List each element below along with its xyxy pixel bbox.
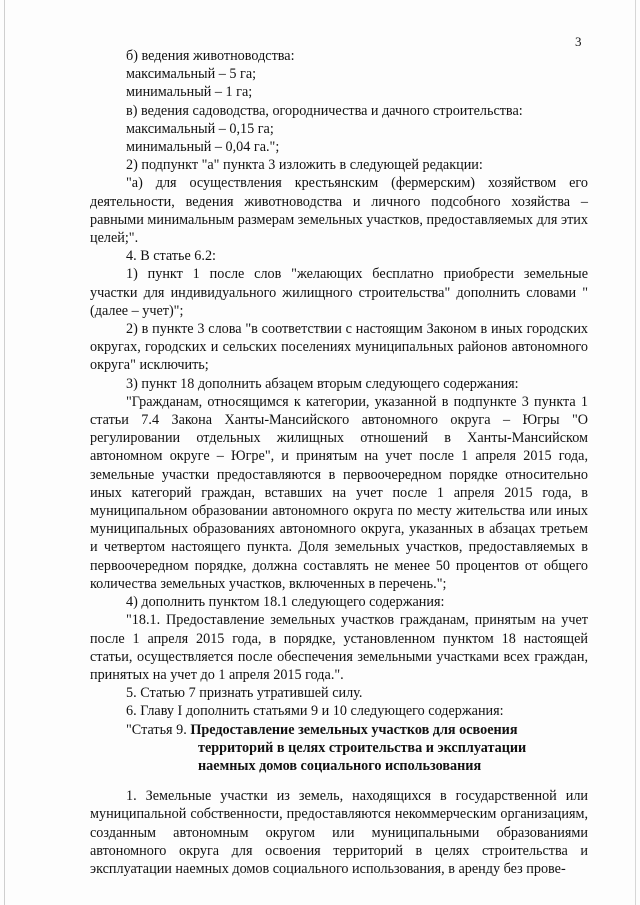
paragraph: б) ведения животноводства: [126, 48, 295, 64]
document-body [90, 47, 588, 878]
paragraph: 5. Статью 7 признать утратившей силу. [126, 685, 363, 702]
paragraph: 4. В статье 6.2: [126, 248, 216, 265]
paragraph: 3) пункт 18 дополнить абзацем вторым следующего содержания: [126, 375, 519, 392]
article-title-line-3: наемных домов социального использования [198, 757, 482, 774]
article-title-line-2: территорий в целях строительства и эксплуатации [198, 739, 527, 756]
paragraph: 1. Земельные участки из земель, находящихся в государственной или муниципальной собственности, предоставляются некоммерческим организациям, созданным автономным округом или муниципальными образованиями автономного округа для освоения территорий в целях строительства и эксплуатации наемных домов социального использования, в аренду без прове- [90, 788, 588, 877]
article-title-line-1: Предоставление земельных участков для освоения [190, 721, 518, 738]
paragraph: максимальный – 0,15 га; [126, 120, 274, 137]
page-number: 3 [575, 34, 582, 49]
paragraph: минимальный – 0,04 га."; [126, 139, 280, 156]
paragraph: 4) дополнить пунктом 18.1 следующего содержания: [126, 594, 445, 611]
page-edge-right [635, 0, 636, 905]
paragraph: "а) для осуществления крестьянским (фермерским) хозяйством его деятельности, ведения животноводства и личного подсобного хозяйства – равными минимальным размерам земельных участков, предоставляемых для этих целей;". [90, 175, 588, 247]
paragraph: "Гражданам, относящимся к категории, указанной в подпункте 3 пункта 1 статьи 7.4 Закона Ханты-Мансийского автономного округа – Югры "О регулировании отдельных жилищных отношений в Ханты-Мансийском автономном округе – Югре", и принятым на учет после 1 апреля 2015 года, земельные участки предоставляются в первоочередном порядке относительно иных категорий граждан, вставших на учет после 1 апреля 2015 года, в муниципальном образовании автономного округа по месту жительства или иных муниципальных образованиях автономного округа, указанных в абзацах третьем и четвертом настоящего пункта. Доля земельных участков, предоставляемых в первоочередном порядке, должна составлять не менее 50 процентов от общего количества земельных участков, включенных в перечень."; [90, 393, 588, 592]
article-heading [90, 721, 588, 776]
paragraph: 2) подпункт "а" пункта 3 изложить в следующей редакции: [126, 157, 483, 174]
paragraph: "18.1. Предоставление земельных участков гражданам, принятым на учет после 1 апреля 2015 года, в порядке, установленном пунктом 18 настоящей статьи, осуществляется после обеспечения земельными участками всех граждан, принятых на учет до 1 апреля 2015 года.". [90, 612, 588, 683]
paragraph: в) ведения садоводства, огородничества и дачного строительства: [126, 102, 523, 119]
paragraph: максимальный – 5 га; [126, 66, 257, 83]
paragraph: 2) в пункте 3 слова "в соответствии с настоящим Законом в иных городских округах, городских и сельских поселениях муниципальных районов автономного округа" исключить; [90, 321, 588, 374]
spacer [90, 775, 588, 787]
paragraph: 1) пункт 1 после слов "желающих бесплатно приобрести земельные участки для индивидуального жилищного строительства" дополнить словами "(далее – учет)"; [90, 266, 588, 319]
article-label: "Статья 9. [126, 721, 187, 738]
paragraph: минимальный – 1 га; [126, 84, 253, 101]
page-edge-left [4, 0, 5, 905]
paragraph: 6. Главу I дополнить статьями 9 и 10 следующего содержания: [126, 703, 504, 720]
